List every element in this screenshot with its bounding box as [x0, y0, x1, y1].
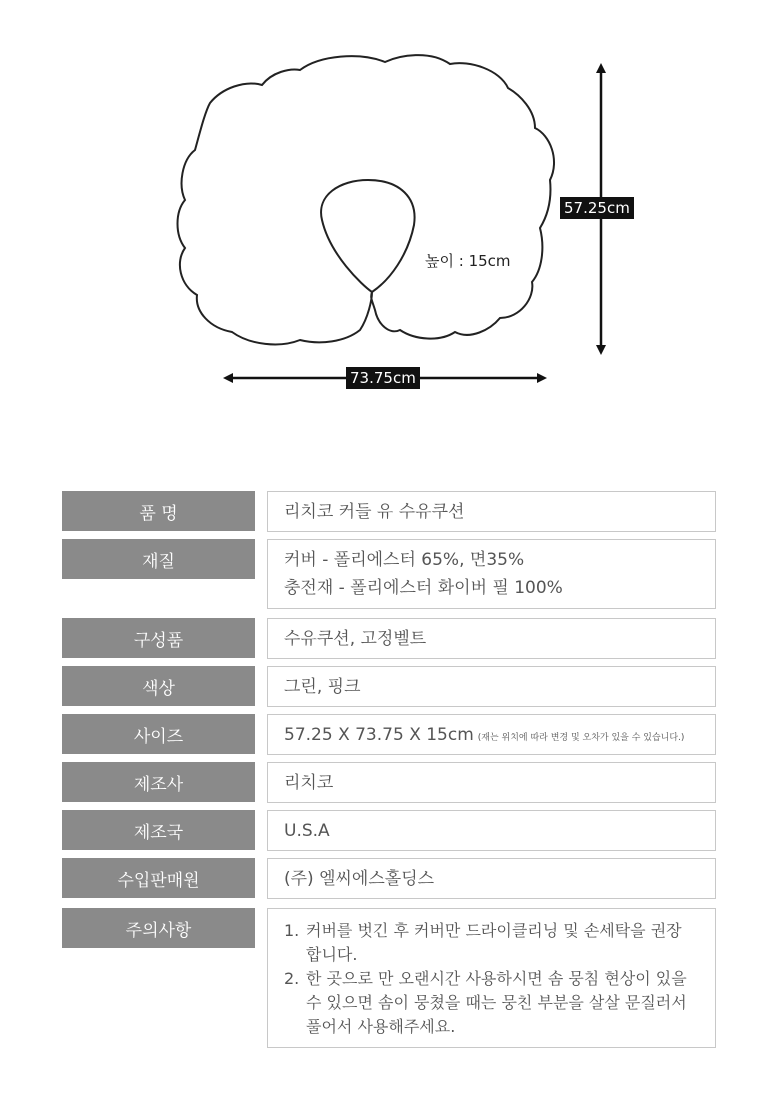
spec-value-line: 충전재 - 폴리에스터 화이버 필 100% [284, 578, 563, 598]
caution-text: 커버를 벗긴 후 커버만 드라이클리닝 및 손세탁을 권장 합니다. [306, 921, 682, 964]
spec-value-line: (주) 엘씨에스홀딩스 [284, 869, 435, 889]
caution-list [284, 919, 699, 1039]
spec-value [267, 908, 716, 1048]
spec-value-line: 57.25 X 73.75 X 15cm [284, 725, 474, 745]
spec-label: 주의사항 [62, 908, 255, 948]
spec-value [267, 810, 716, 851]
spec-value-line: U.S.A [284, 821, 330, 841]
caution-number: 1. [284, 921, 300, 940]
spec-value-line: 리치코 [284, 773, 334, 793]
size-disclaimer-note: (재는 위치에 따라 변경 및 오차가 있을 수 있습니다.) [477, 733, 685, 743]
spec-label: 색상 [62, 666, 255, 706]
spec-label: 수입판매원 [62, 858, 255, 898]
spec-label: 품 명 [62, 491, 255, 531]
cushion-inner-hole [321, 180, 414, 292]
spec-value-line: 커버 - 폴리에스터 65%, 면35% [284, 550, 525, 570]
spec-value [267, 666, 716, 707]
spec-value-line: 리치코 커들 유 수유쿠션 [284, 502, 465, 522]
height-dimension-label: 높이 : 15cm [425, 252, 511, 270]
caution-number: 2. [284, 969, 300, 988]
spec-value [267, 539, 716, 609]
caution-item [284, 967, 699, 1039]
spec-value [267, 858, 716, 899]
spec-value [267, 491, 716, 532]
spec-label: 사이즈 [62, 714, 255, 754]
caution-text: 한 곳으로 만 오랜시간 사용하시면 솜 뭉침 현상이 있을 수 있으면 솜이 뭉쳤을 때는 뭉친 부분을 살살 문질러서 풀어서 사용해주세요. [306, 969, 687, 1036]
spec-label: 제조국 [62, 810, 255, 850]
cushion-outline [178, 55, 555, 344]
spec-label: 재질 [62, 539, 255, 579]
spec-value [267, 714, 716, 755]
cushion-dimension-diagram [0, 0, 780, 440]
spec-value [267, 618, 716, 659]
spec-value-line: 수유쿠션, 고정벨트 [284, 629, 427, 649]
spec-value [267, 762, 716, 803]
spec-label: 구성품 [62, 618, 255, 658]
depth-dimension-label: 57.25cm [560, 197, 634, 219]
width-dimension-label: 73.75cm [346, 367, 420, 389]
spec-value-line: 그린, 핑크 [284, 677, 361, 697]
caution-item [284, 919, 699, 967]
spec-label: 제조사 [62, 762, 255, 802]
